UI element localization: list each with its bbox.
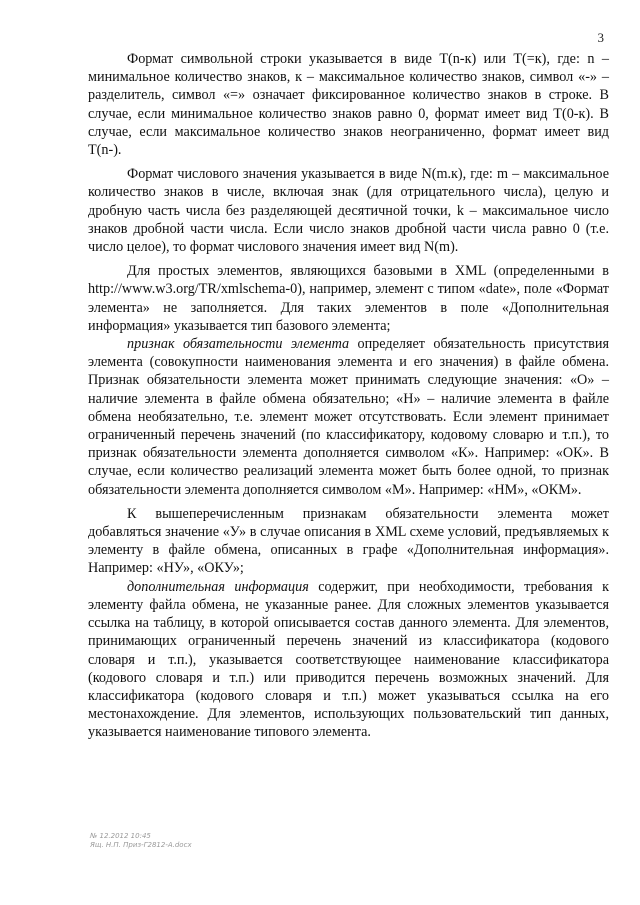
paragraph-additional-info — [88, 578, 609, 742]
term-additional-info: дополнительная информация — [127, 578, 309, 595]
footer-filename: Ящ. Н.П. Приз-Г2812-А.docx — [90, 841, 192, 849]
text-mandatory-flag: определяет обязательность присутствия элемента (совокупности наименования элемента и его значения) в файле обмена. Признак обязательности элемента может принимать следующие значения: «О» – наличие элемента в файле обмена обязательно; «Н» – наличие элемента в файле обмена необязательно, т.е. элемент может отсутствовать. Если элемент принимает ограниченный перечень значений (по классификатору, кодовому словарю и т.п.), то признак обязательности элемента дополняется символом «К». Например: «ОК». В случае, если количество реализаций элемента может быть более одной, то признак обязательности элемента дополняется символом «М». Например: «НМ», «ОКМ». — [88, 336, 609, 498]
page-number: 3 — [597, 30, 604, 45]
document-body — [88, 50, 609, 748]
paragraph-base-elements: Для простых элементов, являющихся базовыми в XML (определенными в http://www.w3.org/TR/xmlschema-0), например, элемент с типом «date», поле «Формат элемента» не заполняется. Для таких элементов в поле «Дополнительная информация» указывается тип базового элемента; — [88, 263, 609, 334]
paragraph-number-format: Формат числового значения указывается в виде N(m.к), где: m – максимальное количество знаков в числе, включая знак (для отрицательного числа), целую и дробную часть числа без разделяющей десятичной точки, k – максимальное число знаков дробной части числа. Если число знаков дробной части числа равно 0 (т.е. число целое), то формат числового значения имеет вид N(m). — [88, 166, 609, 256]
paragraph-string-format: Формат символьной строки указывается в виде T(n-к) или T(=к), где: n – минимальное количество знаков, к – максимальное количество знаков, символ «-» – разделитель, символ «=» означает фиксированное количество знаков в строке. В случае, если минимальное количество знаков равно 0, формат имеет вид T(0-к). В случае, если максимальное количество знаков неограниченно, формат имеет вид T(n-). — [88, 51, 609, 159]
footer-date: № 12.2012 10:45 — [90, 832, 151, 840]
paragraph-conditional-flag: К вышеперечисленным признакам обязательности элемента может добавляться значение «У» в случае описания в XML схеме условий, предъявляемых к элементу в файле обмена, описанных в графе «Дополнительная информация». Например: «НУ», «ОКУ»; — [88, 505, 609, 577]
text-additional-info: содержит, при необходимости, требования к элементу файла обмена, не указанные ранее. Для сложных элементов указывается ссылка на таблицу, в которой описывается состав данного элемента. Для элементов, принимающих ограниченный перечень значений из классификатора (кодового словаря и т.п.), указывается соответствующее наименование классификатора (кодового словаря и т.п.) или приводится перечень возможных значений. Для классификатора (кодового словаря и т.п.) может указываться ссылка на его местонахождение. Для элементов, использующих пользовательский тип данных, указывается наименование типового элемента. — [88, 578, 609, 741]
term-mandatory-flag: признак обязательности элемента — [127, 336, 350, 353]
document-footer — [90, 832, 192, 850]
paragraph-mandatory-flag — [88, 335, 609, 499]
